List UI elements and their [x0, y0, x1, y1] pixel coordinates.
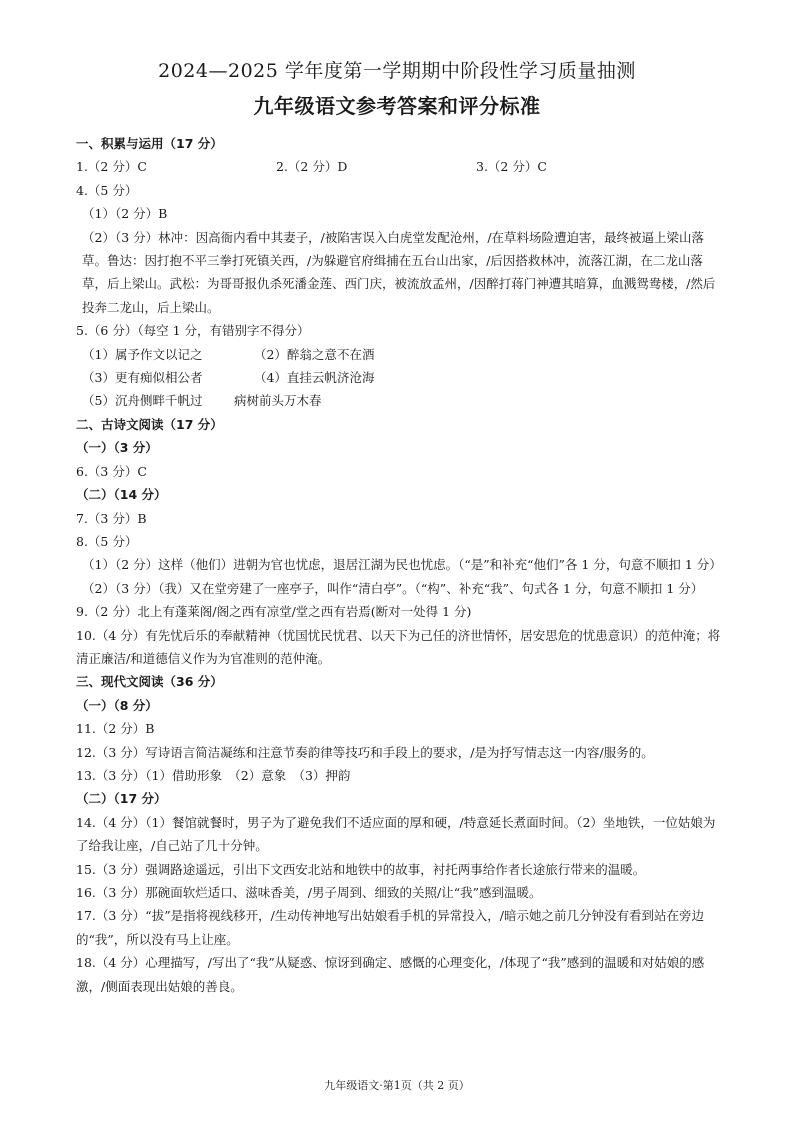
answer-q5-row-2 [76, 366, 726, 389]
answer-q10: 10.（4 分）有先忧后乐的奉献精神（忧国忧民忧君、以天下为己任的济世情怀，居安思危的忧患意识）的范仲淹；将清正廉洁/和道德信义作为为官准则的范仲淹。 [76, 627, 721, 666]
part-heading-3-2: （二）（17 分） [76, 791, 167, 807]
answer-q9: 9.（2 分）北上有蓬莱阁/阁之西有凉堂/堂之西有岩焉(断对一处得 1 分) [76, 604, 472, 620]
part-heading-2-2: （二）（14 分） [76, 487, 167, 503]
answer-q5-1: （1）属予作文以记之 [82, 346, 203, 362]
answer-q4-2: （2）（3 分）林冲：因高衙内看中其妻子，/被陷害误入白虎堂发配沧州，/在草料场险遭迫害，最终被逼上梁山落草。鲁达：因打抱不平三拳打死镇关西，/为躲避官府缉捕在五台山出家，/后因搭救林冲，流落江湖，在二龙山落草，后上梁山。武松：为哥哥报仇杀死潘金莲、西门庆，被流放孟州，/因醉打蒋门神遭其暗算，血溅鸳鸯楼，/然后投奔二龙山，后上梁山。 [82, 229, 716, 315]
part-heading-2-1: （一）（3 分） [76, 440, 158, 456]
answer-q6: 6.（3 分）C [76, 463, 147, 479]
section-heading-modern: 三、现代文阅读（36 分） [76, 674, 223, 690]
exam-title: 2024—2025 学年度第一学期期中阶段性学习质量抽测 [158, 60, 636, 82]
answer-q2: 2.（2 分）D [276, 159, 348, 175]
answer-q5-5a: （5）沉舟侧畔千帆过 [82, 393, 203, 409]
section-heading-classical: 二、古诗文阅读（17 分） [76, 416, 223, 432]
answer-q7: 7.（3 分）B [76, 510, 147, 526]
answer-q4: 4.（5 分） [76, 182, 138, 198]
section-heading-accumulation: 一、积累与运用（17 分） [76, 136, 223, 151]
answer-q5-row-1 [76, 343, 726, 366]
answer-q8: 8.（5 分） [76, 533, 138, 549]
answer-q5-2: （2）醉翁之意不在酒 [253, 346, 375, 362]
answer-q18: 18.（4 分）心理描写，/写出了“我”从疑惑、惊讶到确定、感慨的心理变化，/体现了“我”感到的温暖和对姑娘的感激，/侧面表现出姑娘的善良。 [76, 955, 705, 994]
answer-q17: 17.（3 分）“拔”是指将视线移开，/生动传神地写出姑娘看手机的异常投入，/暗示她之前几分钟没有看到站在旁边的“我”，所以没有马上让座。 [76, 908, 705, 947]
answer-q5-5b: 病树前头万木春 [233, 393, 322, 409]
answer-q11: 11.（2 分）B [76, 721, 155, 737]
answer-q15: 15.（3 分）强调路途遥远，引出下文西安北站和地铁中的故事，衬托两事给作者长途旅行带来的温暖。 [76, 861, 646, 877]
answer-q5: 5.（6 分）（每空 1 分，有错别字不得分） [76, 323, 310, 339]
answer-q8-2: （2）（3 分）（我）又在堂旁建了一座亭子，叫作“清白亭”。（“构”、补充“我”、句式各 1 分，句意不顺扣 1 分） [82, 580, 704, 596]
answer-content [76, 132, 726, 998]
answer-q5-row-3 [76, 389, 726, 412]
answer-q5-4: （4）直挂云帆济沧海 [253, 370, 375, 386]
answer-q12: 12.（3 分）写诗语言简洁凝练和注意节奏韵律等技巧和手段上的要求，/是为抒写情志这一内容/服务的。 [76, 744, 654, 760]
answers-row-1-3 [76, 155, 726, 178]
answer-key-title: 九年级语文参考答案和评分标准 [253, 94, 541, 118]
answer-q16: 16.（3 分）那碗面软烂适口、滋味香美，/男子周到、细致的关照/让“我”感到温暖。 [76, 885, 542, 900]
answer-q14: 14.（4 分）（1）餐馆就餐时，男子为了避免我们不适应面的厚和硬，/特意延长煮面时间。（2）坐地铁，一位姑娘为了给我让座，/自己站了几十分钟。 [76, 814, 716, 854]
answer-q13: 13.（3 分）（1）借助形象 （2）意象 （3）押韵 [76, 767, 351, 783]
answer-q5-3: （3）更有痴似相公者 [82, 370, 203, 386]
answer-q1: 1.（2 分）C [76, 159, 147, 175]
answer-q3: 3.（2 分）C [476, 159, 547, 175]
part-heading-3-1: （一）（8 分） [76, 697, 158, 713]
answer-q4-1: （1）（2 分）B [82, 206, 168, 222]
page-footer: 九年级语文·第1页（共 2 页） [324, 1079, 470, 1092]
answer-q8-1: （1）（2 分）这样（他们）进朝为官也忧虑，退居江湖为民也忧虑。（“是”和补充“他们”各 1 分，句意不顺扣 1 分） [82, 557, 722, 573]
